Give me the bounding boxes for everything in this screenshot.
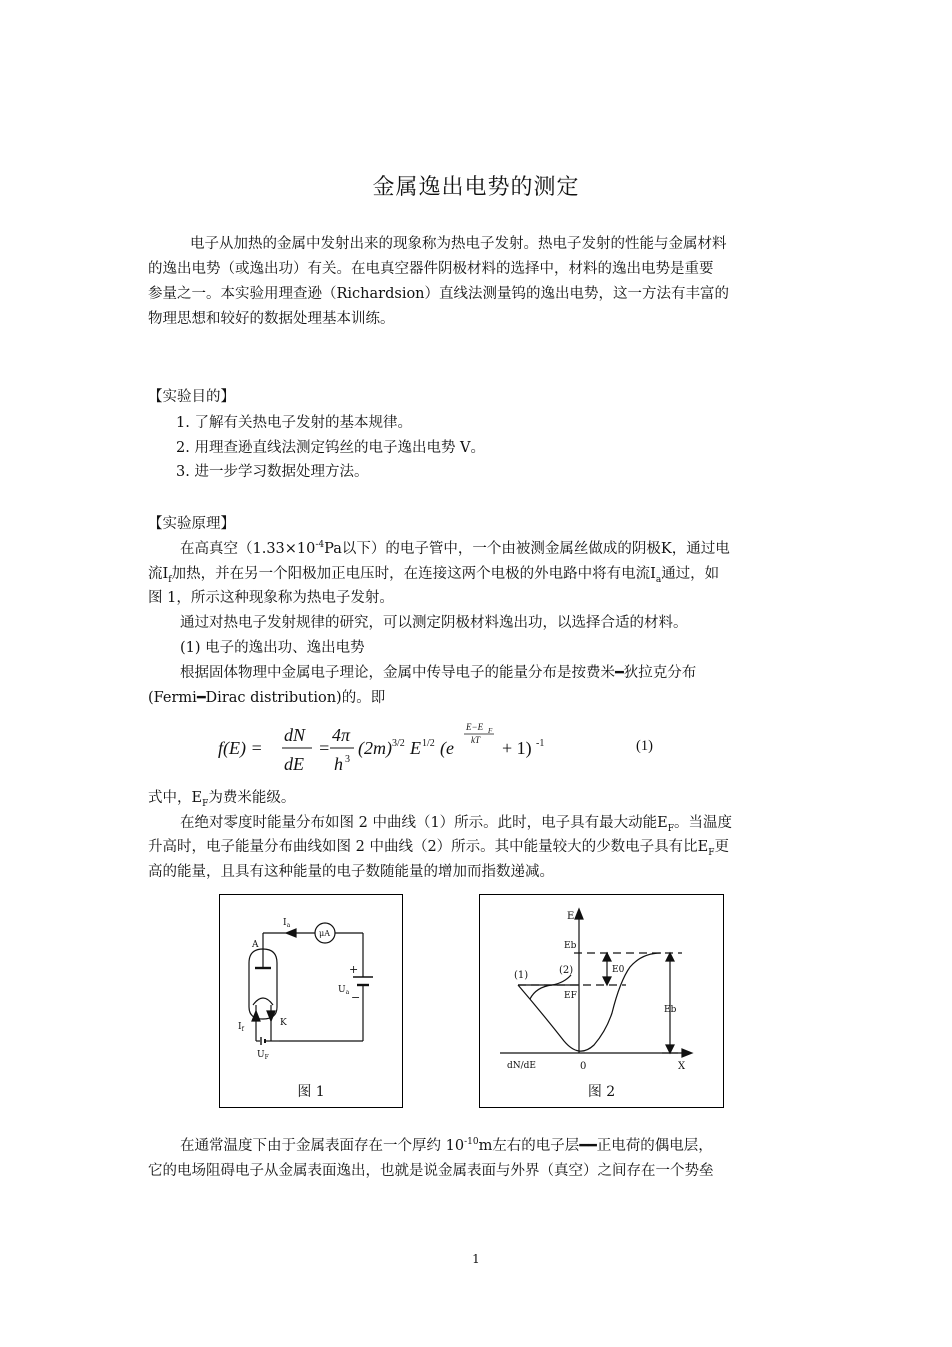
- figure-2-box: [479, 894, 724, 1108]
- label-x-axis: X: [678, 1061, 686, 1072]
- potential-well-curve: [518, 953, 661, 1051]
- principle-line-11: 在通常温度下由于金属表面存在一个厚约 $10^{-10}m$左右的电子层━━正电荷的偶电层，: [180, 1137, 713, 1154]
- principle-line-3: 图 1，所示这种现象称为热电子发射。: [148, 590, 394, 606]
- principle-line-6: (Fermi━Dirac distribution)的。即: [148, 690, 386, 706]
- label-eb-top: Eb: [564, 941, 577, 951]
- principle-line-4: 通过对热电子发射规律的研究，可以测定阴极材料逸出功，以选择合适的材料。: [180, 615, 688, 631]
- e0-arrow-down-icon: [603, 977, 611, 985]
- principle-line-10: 高的能量，且具有这种能量的电子数随能量的增加而指数递减。: [148, 864, 554, 880]
- label-dn-de: dN/dE: [507, 1061, 536, 1071]
- formula-exp-num-sub: F: [488, 727, 493, 735]
- e0-arrow-up-icon: [603, 953, 611, 961]
- intro-line-1: 电子从加热的金属中发射出来的现象称为热电子发射。热电子发射的性能与金属材料: [190, 236, 727, 252]
- fermi-dirac-formula: [210, 716, 630, 778]
- label-curve-2: (2): [559, 965, 574, 976]
- label-microamp: μA: [319, 929, 330, 938]
- figure-2-caption: 图 2: [587, 1084, 616, 1100]
- formula-term-exp: (e: [440, 738, 454, 758]
- intro-line-4: 物理思想和较好的数据处理基本训练。: [148, 311, 395, 327]
- label-minus: −: [351, 991, 361, 1004]
- circuit-diagram: [220, 895, 402, 1107]
- formula-term-2m: (2m): [358, 738, 392, 758]
- page-title: 金属逸出电势的测定: [372, 175, 580, 200]
- eb-arrow-down-icon: [666, 1045, 674, 1053]
- formula-frac2-num: 4π: [332, 725, 351, 745]
- label-k: K: [280, 1018, 287, 1028]
- principle-heading: 【实验原理】: [148, 516, 235, 532]
- principle-line-8: 在绝对零度时能量分布如图 2 中曲线（1）所示。此时，电子具有最大动能$E_F$。当温度: [180, 815, 733, 834]
- subsection-1-heading: (1) 电子的逸出功、逸出电势: [180, 640, 365, 656]
- principle-line-12: 它的电场阻碍电子从金属表面逸出，也就是说金属表面与外界（真空）之间存在一个势垒: [148, 1163, 714, 1179]
- formula-frac2-den: h: [334, 754, 343, 774]
- label-eb-right: Eb: [664, 1005, 677, 1015]
- formula-exp-num: E−E: [466, 722, 484, 732]
- principle-line-9: 升高时，电子能量分布曲线如图 2 中曲线（2）所示。其中能量较大的少数电子具有比$E_F$更: [148, 839, 730, 858]
- purpose-heading: 【实验目的】: [148, 389, 235, 405]
- principle-line-5: 根据固体物理中金属电子理论，金属中传导电子的能量分布是按费米━狄拉克分布: [180, 665, 697, 681]
- principle-line-2: 流$I_f$加热，并在另一个阳极加正电压时，在连接这两个电极的外电路中将有电流$I_a$通过，如: [148, 566, 720, 585]
- formula-frac1-den: dE: [284, 754, 304, 774]
- purpose-item-3: 3. 进一步学习数据处理方法。: [176, 464, 369, 480]
- label-ia: $I_a$: [283, 918, 291, 929]
- energy-diagram: [480, 895, 723, 1107]
- figure-1-caption: 图 1: [297, 1084, 325, 1100]
- formula-lhs: f(E) =: [218, 738, 263, 758]
- principle-line-1: 在高真空（$1.33\times 10^{-4}Pa$以下）的电子管中，一个由被测金属丝做成的阴极K，通过电: [180, 540, 730, 557]
- label-plus: +: [349, 963, 359, 976]
- label-uf: $U_F$: [257, 1050, 269, 1061]
- label-anode: A: [252, 940, 259, 950]
- purpose-item-1: 1. 了解有关热电子发射的基本规律。: [176, 415, 412, 431]
- label-origin: 0: [580, 1061, 587, 1072]
- formula-frac1-num: dN: [284, 725, 306, 745]
- equation-number: (1): [636, 738, 653, 754]
- formula-frac2-den-sup: 3: [345, 754, 350, 765]
- label-e0: E0: [612, 965, 625, 975]
- label-if: $I_f$: [238, 1022, 244, 1033]
- principle-line-7: 式中，$E_F$为费米能级。: [148, 790, 296, 809]
- x-axis-arrow-icon: [682, 1049, 692, 1057]
- label-ef: EF: [564, 991, 577, 1001]
- figure-1-box: [219, 894, 403, 1108]
- formula-eq: =: [318, 738, 331, 758]
- eb-arrow-up-icon: [666, 953, 674, 961]
- label-e-axis: E: [567, 911, 575, 922]
- e-axis-arrow-icon: [575, 909, 583, 919]
- intro-line-2: 的逸出电势（或逸出功）有关。在电真空器件阴极材料的选择中，材料的逸出电势是重要: [148, 261, 714, 277]
- formula-term-plus1-sup: -1: [536, 738, 545, 749]
- cathode-filament: [253, 998, 273, 1005]
- current-arrow-icon: [286, 929, 296, 937]
- intro-line-3: 参量之一。本实验用理查逊（Richardsion）直线法测量钨的逸出电势，这一方法有丰富的: [148, 286, 730, 302]
- formula-term-plus1: + 1): [502, 738, 532, 758]
- formula-term-2m-sup: 3/2: [392, 738, 405, 749]
- formula-term-E: E: [410, 738, 421, 758]
- label-curve-1: (1): [514, 970, 529, 981]
- page-number: 1: [472, 1252, 480, 1266]
- label-ua: $U_a$: [338, 985, 350, 996]
- purpose-item-2: 2. 用理查逊直线法测定钨丝的电子逸出电势 V。: [176, 440, 486, 456]
- formula-exp-den: kT: [471, 735, 480, 745]
- formula-term-E-sup: 1/2: [422, 738, 435, 749]
